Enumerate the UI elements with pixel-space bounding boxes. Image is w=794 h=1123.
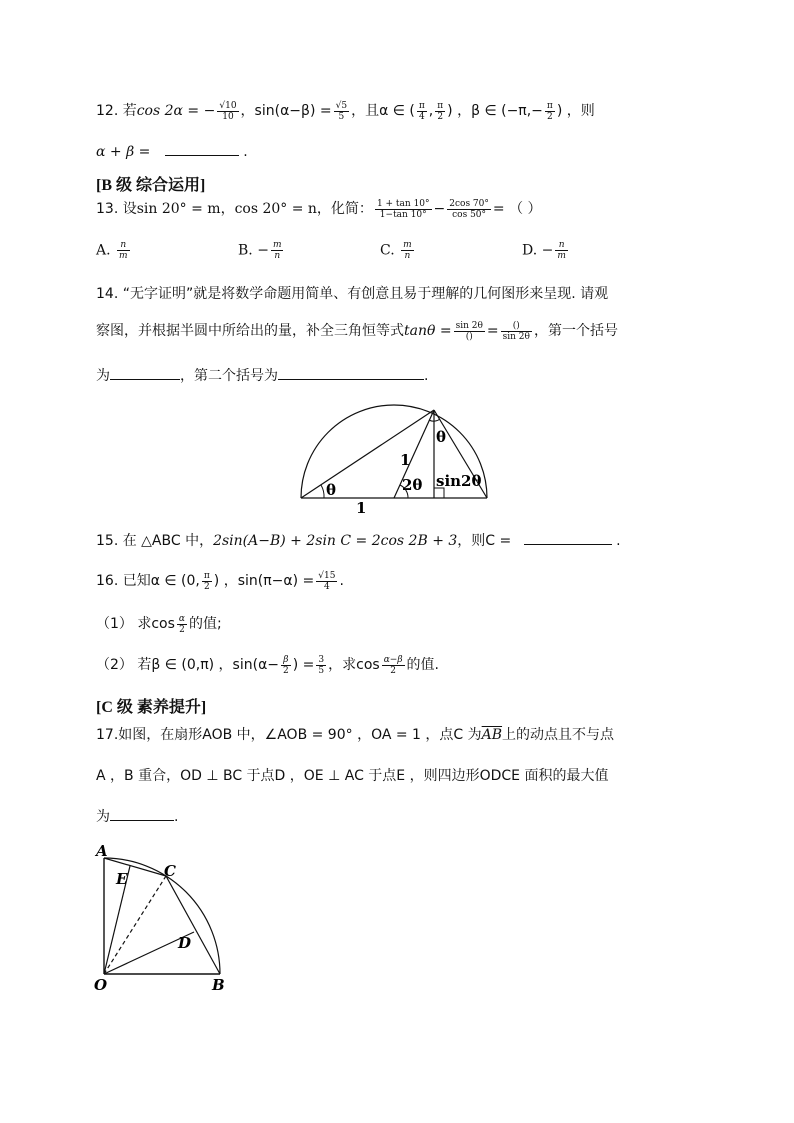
q12-frac5: $\frac{\pi}{2}$: [546, 100, 553, 122]
q17-line3: 为 .: [96, 806, 178, 828]
q12-frac4: $\frac{\pi}{2}$: [437, 100, 444, 122]
q12-frac3: $\frac{\pi}{4}$: [418, 100, 425, 122]
angle-arc-left: [321, 485, 324, 498]
q12-frac2: $\frac{√5}{5}$: [335, 100, 348, 122]
q13-option-d[interactable]: D. − $\frac{n}{m}$: [522, 240, 566, 261]
q12-cos2a: cos 2α = −: [136, 103, 216, 119]
chord-bc: [166, 876, 220, 974]
q14-line3: 为 ，第二个括号为 .: [96, 365, 428, 387]
q17-line2: A ，B 重合，OD ⊥ BC 于点D ，OE ⊥ AC 于点E ，则四边形ODCE 面积的最大值: [96, 768, 609, 784]
label-d: D: [178, 934, 192, 952]
label-theta-left: θ: [326, 481, 337, 499]
label-theta-top: θ: [436, 428, 447, 446]
q17-line1: 17.如图，在扇形AOB 中，∠AOB = 90° ，OA = 1 ，点C 为$\overline{AB}$上的动点且不与点: [96, 727, 615, 743]
label-o: O: [94, 976, 108, 994]
q12-frac1: $\frac{√10}{10}$: [219, 100, 237, 122]
label-b: B: [212, 976, 225, 994]
q16-part2: （2） 若β ∈ (0,π) ，sin(α− $\frac{\beta}{2}$ ) = $\frac{3}{5}$ ，求cos $\frac{\alpha-\beta}{2}$ 的值.: [96, 654, 439, 676]
q14-blank-2[interactable]: [278, 365, 424, 380]
q16-line1: 16. 已知α ∈ (0, $\frac{\pi}{2}$ ) ，sin(π−α) = $\frac{√15}{4}$ .: [96, 570, 344, 592]
label-a: A: [96, 842, 108, 860]
q12-answer-blank[interactable]: [165, 141, 239, 156]
q15-line: 15. 在 △ABC 中，2sin(A−B) + 2sin C = 2cos 2B + 3，则C = .: [96, 530, 621, 552]
label-two-theta: 2θ: [402, 476, 423, 494]
q14-line1: 14. “无字证明”就是将数学命题用简单、有创意且易于理解的几何图形来呈现. 请观: [96, 286, 609, 302]
q13-option-b[interactable]: B. − $\frac{m}{n}$: [238, 240, 282, 261]
section-b-heading: [B 级 综合运用]: [96, 177, 206, 194]
q14-frac1: $\frac{\sin 2\theta}{()}$: [455, 320, 483, 342]
q17-answer-blank[interactable]: [110, 806, 174, 821]
q13-option-a[interactable]: A. $\frac{n}{m}$: [96, 240, 128, 261]
q13-line: 13. 设sin 20° = m，cos 20° = n，化简： $\frac{1 + \tan 10^\circ}{1-\tan 10^\circ}$ − $\frac{2\cos 70^\circ}{\cos 50^\circ}$ = （ ）: [96, 198, 542, 220]
q16-part1: （1） 求cos $\frac{\alpha}{2}$ 的值;: [96, 613, 222, 635]
q12-line1: 12. 若cos 2α = − $\frac{√10}{10}$ ，sin(α−β) = $\frac{√5}{5}$ ，且α ∈ ( $\frac{\pi}{4}$ , $\frac{\pi}{2}$ ) ，β ∈ (−π,− $\frac{\pi}{2}$ ) ，则: [96, 100, 595, 122]
label-c: C: [164, 862, 176, 880]
label-e: E: [116, 870, 128, 888]
arc-ab: $\overline{AB}$: [481, 727, 503, 743]
label-base-one: 1: [356, 499, 367, 517]
q14-line2: 察图，并根据半圆中所给出的量，补全三角恒等式tanθ = $\frac{\sin 2\theta}{()}$ = $\frac{()}{\sin 2\theta}$ ，第一个括号: [96, 320, 618, 342]
q12-line2: α + β = .: [96, 141, 248, 163]
q13-option-c[interactable]: C. $\frac{m}{n}$: [380, 240, 412, 261]
label-sin2theta: sin2θ: [436, 472, 482, 490]
q13-frac2: $\frac{2\cos 70^\circ}{\cos 50^\circ}$: [449, 198, 489, 220]
q15-answer-blank[interactable]: [524, 530, 612, 545]
q14-semicircle-figure: [296, 400, 516, 520]
q17-sector-figure: [90, 838, 240, 998]
chord-ac: [104, 858, 166, 876]
section-c-heading: [C 级 素养提升]: [96, 699, 207, 716]
q13-frac1: $\frac{1 + \tan 10^\circ}{1-\tan 10^\circ}$: [376, 198, 430, 220]
label-side-one: 1: [400, 451, 411, 469]
q14-frac2: $\frac{()}{\sin 2\theta}$: [502, 320, 530, 342]
q14-blank-1[interactable]: [110, 365, 180, 380]
